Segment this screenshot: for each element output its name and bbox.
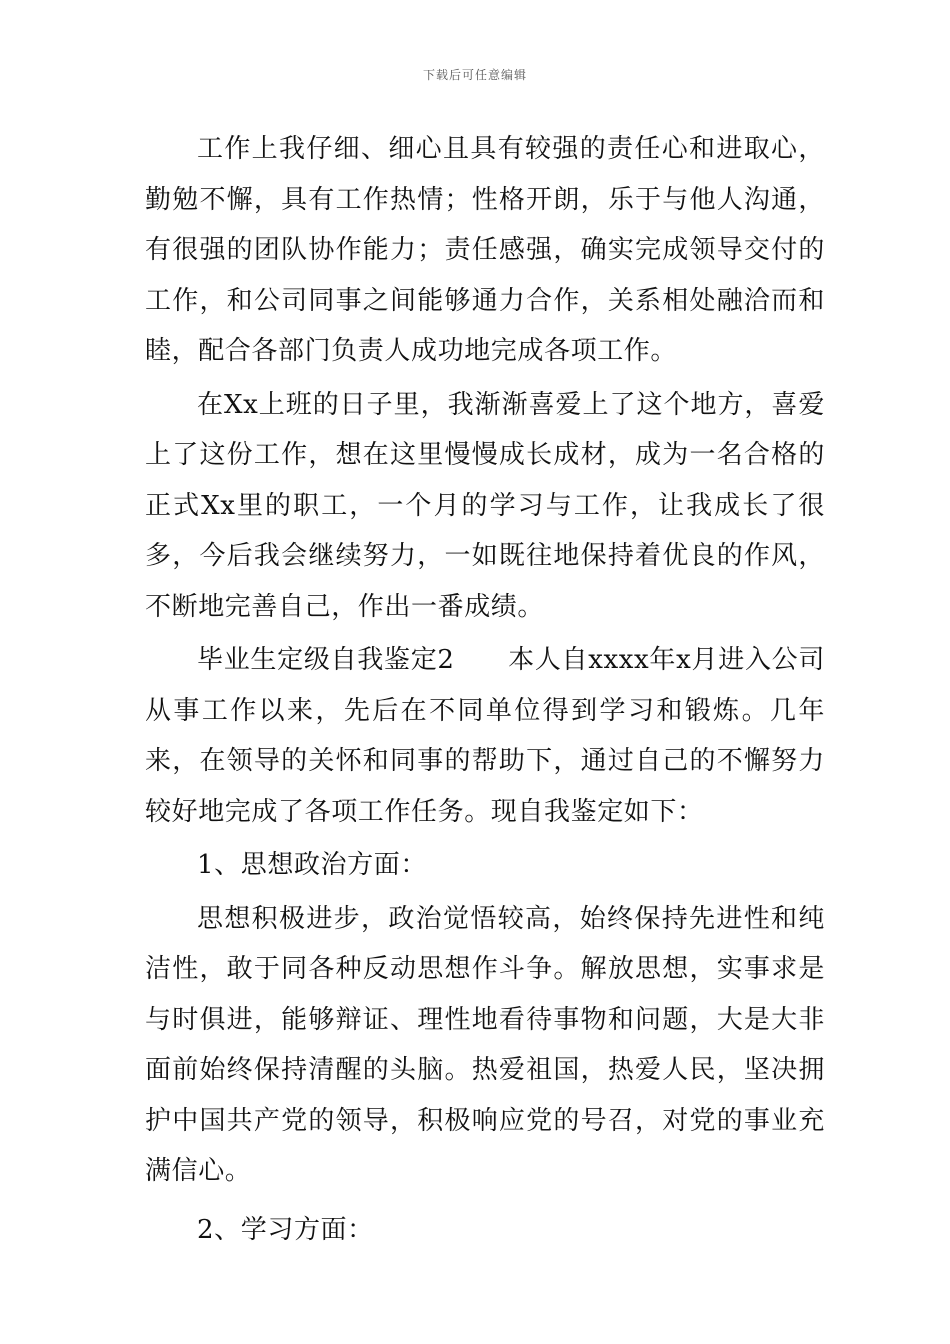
section-heading-study: 2、学习方面： <box>197 1214 374 1245</box>
section-heading-political: 1、思想政治方面： <box>197 850 427 880</box>
paragraph-work-attitude: 工作上我仔细、细心且具有较强的责任心和进取心，勤勉不懈，具有工作热情；性格开朗，乐于与他人沟通，有很强的团队协作能力；责任感强，确实完成领导交付的工作，和公司同事之间能够通力合作，关系相处融洽而和睦，配合各部门负责人成功地完成各项工作。 <box>145 134 825 366</box>
paragraph-workplace: 在Xx上班的日子里，我渐渐喜爱上了这个地方，喜爱上了这份工作，想在这里慢慢成长成材，成为一名合格的正式Xx里的职工，一个月的学习与工作，让我成长了很多，今后我会继续努力，一如既往地保持着优良的作风，不断地完善自己，作出一番成绩。 <box>145 389 825 622</box>
document-body <box>145 124 825 1255</box>
paragraph-political: 思想积极进步，政治觉悟较高，始终保持先进性和纯洁性，敢于同各种反动思想作斗争。解放思想，实事求是与时俱进，能够辩证、理性地看待事物和问题，大是大非面前始终保持清醒的头脑。热爱祖国，热爱人民，坚决拥护中国共产党的领导，积极响应党的号召，对党的事业充满信心。 <box>145 903 825 1186</box>
page-header: 下载后可任意编辑 <box>422 68 527 82</box>
paragraph-self-appraisal-intro: 毕业生定级自我鉴定2 本人自xxxx年x月进入公司从事工作以来，先后在不同单位得到学习和锻炼。几年来，在领导的关怀和同事的帮助下，通过自己的不懈努力较好地完成了各项工作任务。现自我鉴定如下： <box>145 645 825 827</box>
